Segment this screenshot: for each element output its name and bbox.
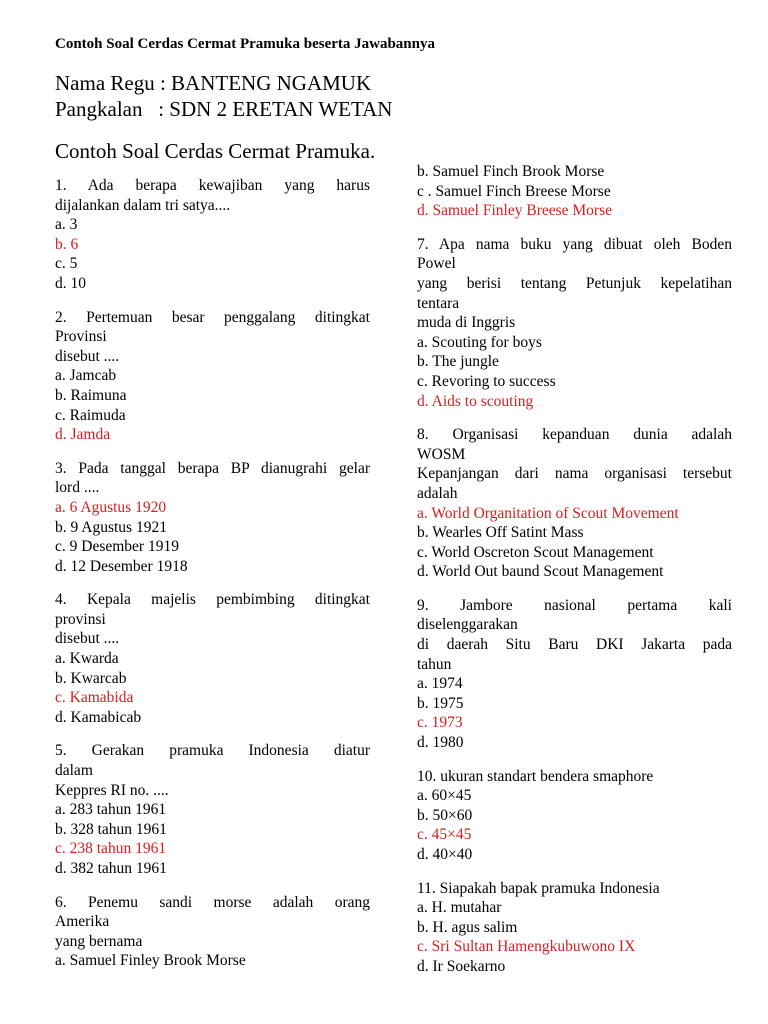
question-text: 7. Apa nama buku yang dibuat oleh Boden bbox=[417, 235, 732, 253]
answer-option: c. Sri Sultan Hamengkubuwono IX bbox=[417, 938, 636, 956]
answer-choice: b. Raimuna bbox=[55, 386, 127, 404]
question-block bbox=[417, 596, 732, 753]
question-block bbox=[55, 590, 370, 727]
left-column bbox=[55, 176, 370, 985]
answer-choice: a. 60×45 bbox=[417, 787, 472, 805]
section-heading: Contoh Soal Cerdas Cermat Pramuka. bbox=[55, 139, 376, 163]
question-text: WOSM bbox=[417, 445, 466, 463]
answer-choice: b. 328 tahun 1961 bbox=[55, 820, 167, 838]
answer-choice: b. Kwarcab bbox=[55, 669, 127, 687]
question-text: 1. Ada berapa kewajiban yang harus bbox=[55, 177, 370, 194]
answer-choice: a. 1974 bbox=[417, 675, 463, 693]
question-block bbox=[55, 176, 370, 294]
question-text: Provinsi bbox=[55, 328, 107, 346]
answer-choice: b. 1975 bbox=[417, 694, 464, 712]
answer-choice: d. Ir Soekarno bbox=[417, 957, 506, 975]
question-text: adalah bbox=[417, 484, 458, 502]
answer-choice: d. 40×40 bbox=[417, 846, 473, 863]
answer-choice: d. 1980 bbox=[417, 734, 464, 752]
question-block-continued bbox=[417, 162, 732, 221]
question-text: 4. Kepala majelis pembimbing ditingkat bbox=[55, 591, 370, 609]
answer-option: a. World Organitation of Scout Movement bbox=[417, 504, 679, 522]
answer-choice: b. H. agus salim bbox=[417, 918, 518, 936]
question-text: disebut .... bbox=[55, 347, 120, 365]
question-text: tentara bbox=[417, 294, 460, 312]
answer-option: d. Aids to scouting bbox=[417, 392, 534, 410]
question-text: dijalankan dalam tri satya.... bbox=[55, 196, 231, 214]
answer-option: a. 6 Agustus 1920 bbox=[55, 498, 167, 516]
question-text: diselenggarakan bbox=[417, 616, 518, 634]
answer-choice: c. World Oscreton Scout Management bbox=[417, 543, 654, 561]
question-text: 10. ukuran standart bendera smaphore bbox=[417, 767, 654, 785]
question-block bbox=[417, 879, 732, 977]
question-text: di daerah Situ Baru DKI Jakarta pada bbox=[417, 636, 732, 654]
answer-choice: c. 9 Desember 1919 bbox=[55, 538, 179, 556]
page-title: Contoh Soal Cerdas Cermat Pramuka beserta Jawabannya bbox=[55, 36, 435, 52]
answer-choice: b. 50×60 bbox=[417, 806, 473, 824]
team-info bbox=[55, 70, 392, 122]
team-name: Nama Regu : BANTENG NGAMUK bbox=[55, 71, 372, 95]
answer-choice: c. 5 bbox=[55, 255, 78, 273]
question-block bbox=[55, 741, 370, 878]
answer-choice: d. 382 tahun 1961 bbox=[55, 860, 167, 877]
question-text: yang berisi tentang Petunjuk kepelatihan bbox=[417, 274, 732, 292]
answer-choice: a. Scouting for boys bbox=[417, 333, 542, 351]
answer-choice: c. Raimuda bbox=[55, 406, 126, 424]
answer-choice: a. Samuel Finley Brook Morse bbox=[55, 952, 246, 970]
answer-option: b. 6 bbox=[55, 235, 79, 253]
answer-option: c. 1973 bbox=[417, 714, 463, 732]
answer-choice: d. 10 bbox=[55, 274, 86, 292]
question-text: Amerika bbox=[55, 913, 110, 931]
question-text: yang bernama bbox=[55, 932, 143, 950]
answer-choice: a. Jamcab bbox=[55, 367, 117, 385]
question-text: 8. Organisasi kepanduan dunia adalah bbox=[417, 426, 732, 444]
answer-choice: d. Kamabicab bbox=[55, 708, 142, 726]
answer-choice: b. Samuel Finch Brook Morse bbox=[417, 163, 605, 180]
answer-choice: b. 9 Agustus 1921 bbox=[55, 518, 167, 536]
question-text: 6. Penemu sandi morse adalah orang bbox=[55, 893, 370, 911]
question-text: dalam bbox=[55, 762, 93, 780]
question-block bbox=[417, 235, 732, 411]
question-text: lord .... bbox=[55, 479, 100, 497]
question-text: 9. Jambore nasional pertama kali bbox=[417, 596, 732, 614]
answer-option: c. 45×45 bbox=[417, 826, 472, 844]
answer-choice: b. Wearles Off Satint Mass bbox=[417, 524, 584, 542]
question-block bbox=[417, 767, 732, 865]
answer-choice: a. 3 bbox=[55, 216, 78, 234]
question-text: 2. Pertemuan besar penggalang ditingkat bbox=[55, 308, 370, 326]
question-text: 11. Siapakah bapak pramuka Indonesia bbox=[417, 879, 660, 897]
question-block bbox=[417, 425, 732, 582]
answer-choice: a. H. mutahar bbox=[417, 899, 502, 917]
answer-choice: a. 283 tahun 1961 bbox=[55, 801, 167, 819]
answer-choice: a. Kwarda bbox=[55, 650, 119, 668]
question-text: muda di Inggris bbox=[417, 314, 516, 332]
question-text: 5. Gerakan pramuka Indonesia diatur bbox=[55, 742, 370, 760]
answer-option: c. 238 tahun 1961 bbox=[55, 840, 167, 858]
answer-choice: c . Samuel Finch Breese Morse bbox=[417, 182, 611, 200]
answer-choice: d. World Out baund Scout Management bbox=[417, 563, 664, 581]
question-text: 3. Pada tanggal berapa BP dianugrahi gelar bbox=[55, 459, 370, 477]
question-text: provinsi bbox=[55, 610, 106, 628]
question-text: Kepanjangan dari nama organisasi tersebut bbox=[417, 465, 732, 483]
answer-choice: c. Revoring to success bbox=[417, 372, 556, 390]
question-block bbox=[55, 459, 370, 577]
question-text: disebut .... bbox=[55, 630, 120, 648]
question-text: Keppres RI no. .... bbox=[55, 781, 169, 799]
question-block bbox=[55, 308, 370, 445]
answer-option: d. Samuel Finley Breese Morse bbox=[417, 202, 613, 220]
question-text: Powel bbox=[417, 255, 456, 273]
right-column bbox=[417, 162, 732, 991]
team-base: Pangkalan : SDN 2 ERETAN WETAN bbox=[55, 97, 393, 121]
answer-option: c. Kamabida bbox=[55, 689, 134, 707]
question-block bbox=[55, 893, 370, 971]
question-text: tahun bbox=[417, 655, 452, 673]
answer-choice: b. The jungle bbox=[417, 353, 499, 371]
answer-choice: d. 12 Desember 1918 bbox=[55, 557, 188, 575]
answer-option: d. Jamda bbox=[55, 426, 111, 444]
